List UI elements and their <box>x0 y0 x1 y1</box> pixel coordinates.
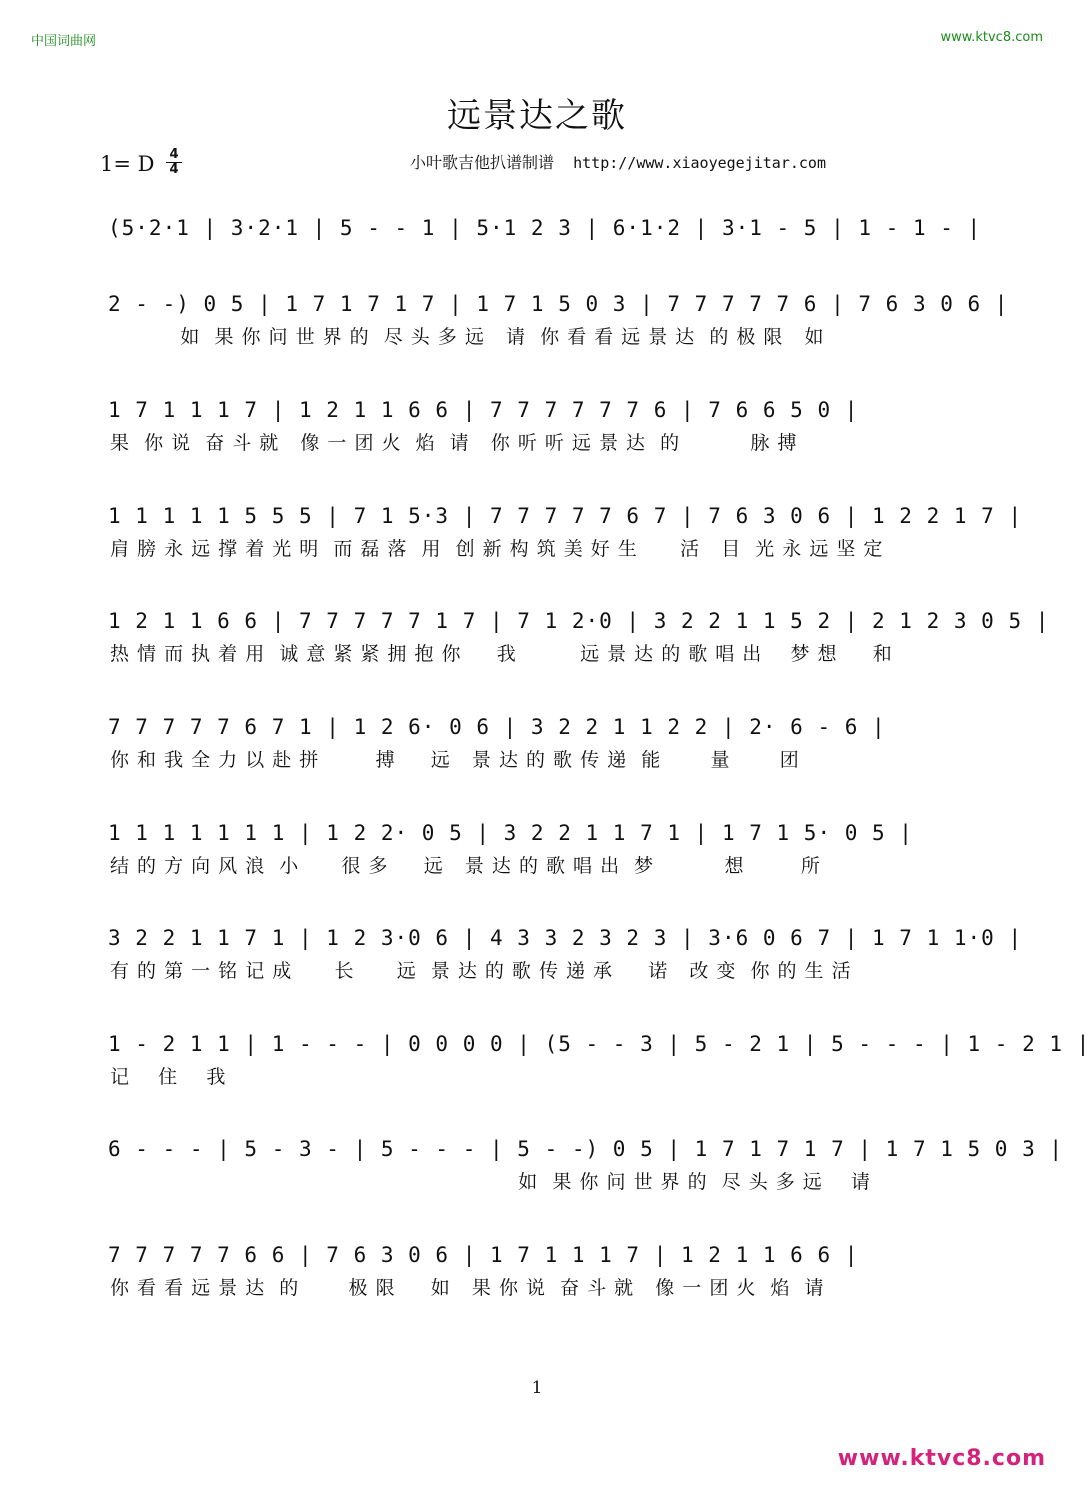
credit-url[interactable]: http://www.xiaoyegejitar.com <box>573 154 826 172</box>
notation-line: 7 7 7 7 7 6 7 1 | 1 2 6· 0 6 | 3 2 2 1 1 2 2 | 2· 6 - 6 | <box>108 715 886 739</box>
notation-line: 1 1 1 1 1 1 1 | 1 2 2· 0 5 | 3 2 2 1 1 7 1 | 1 7 1 5· 0 5 | <box>108 821 913 845</box>
page-number: 1 <box>531 1378 543 1398</box>
lyrics-line: 热 情 而 执 着 用 诚 意 紧 紧 拥 抱 你 我 远 景 达 的 歌 唱 出 梦 想 和 <box>110 643 893 665</box>
notation-line: 1 2 1 1 6 6 | 7 7 7 7 7 1 7 | 7 1 2·0 | 3 2 2 1 1 5 2 | 2 1 2 3 0 5 | <box>108 609 1050 633</box>
lyrics-line: 如 果 你 问 世 界 的 尽 头 多 远 请 <box>110 1171 871 1193</box>
notation-line: (5·2·1 | 3·2·1 | 5 - - 1 | 5·1 2 3 | 6·1·2 | 3·1 - 5 | 1 - 1 - | <box>108 216 982 240</box>
transcription-credit <box>410 150 826 173</box>
site-name-left[interactable]: 中国词曲网 <box>31 34 97 49</box>
notation-line: 7 7 7 7 7 6 6 | 7 6 3 0 6 | 1 7 1 1 1 7 | 1 2 1 1 6 6 | <box>108 1243 859 1267</box>
meter-denominator: 4 <box>169 162 179 177</box>
lyrics-line: 肩 膀 永 远 撑 着 光 明 而 磊 落 用 创 新 构 筑 美 好 生 活 目 光 永 远 坚 定 <box>110 538 884 560</box>
song-title: 远景达之歌 <box>447 96 627 136</box>
notation-line: 1 1 1 1 1 5 5 5 | 7 1 5·3 | 7 7 7 7 7 6 7 | 7 6 3 0 6 | 1 2 2 1 7 | <box>108 504 1023 528</box>
lyrics-line: 如 果 你 问 世 界 的 尽 头 多 远 请 你 看 看 远 景 达 的 极 限 如 <box>110 326 825 348</box>
notation-line: 3 2 2 1 1 7 1 | 1 2 3·0 6 | 4 3 3 2 3 2 3 | 3·6 0 6 7 | 1 7 1 1·0 | <box>108 926 1023 950</box>
key-signature: 1= D <box>100 152 155 176</box>
notation-line: 1 7 1 1 1 7 | 1 2 1 1 6 6 | 7 7 7 7 7 7 6 | 7 6 6 5 0 | <box>108 398 859 422</box>
lyrics-line: 有 的 第 一 铭 记 成 长 远 景 达 的 歌 传 递 承 诺 改 变 你 的 生 活 <box>110 960 852 982</box>
footer-logo[interactable]: www.ktvc8.com <box>837 1446 1046 1471</box>
site-url-right[interactable]: www.ktvc8.com <box>940 30 1043 45</box>
notation-line: 6 - - - | 5 - 3 - | 5 - - - | 5 - -) 0 5 | 1 7 1 7 1 7 | 1 7 1 5 0 3 | <box>108 1137 1064 1161</box>
lyrics-line: 你 和 我 全 力 以 赴 拼 搏 远 景 达 的 歌 传 递 能 量 团 <box>110 749 800 771</box>
notation-line: 2 - -) 0 5 | 1 7 1 7 1 7 | 1 7 1 5 0 3 | 7 7 7 7 7 6 | 7 6 3 0 6 | <box>108 292 1009 316</box>
time-signature <box>166 148 182 177</box>
lyrics-line: 记 住 我 <box>110 1066 227 1088</box>
side-watermark-left <box>0 0 20 1498</box>
lyrics-line: 你 看 看 远 景 达 的 极 限 如 果 你 说 奋 斗 就 像 一 团 火 焰 请 <box>110 1277 825 1299</box>
notation-line: 1 - 2 1 1 | 1 - - - | 0 0 0 0 | (5 - - 3 | 5 - 2 1 | 5 - - - | 1 - 2 1 | <box>108 1032 1090 1056</box>
side-watermark-right <box>1054 0 1074 1498</box>
lyrics-line <box>110 246 978 276</box>
lyrics-line: 果 你 说 奋 斗 就 像 一 团 火 焰 请 你 听 听 远 景 达 的 脉 搏 <box>110 432 798 454</box>
credit-text: 小叶歌吉他扒谱制谱 <box>410 153 555 172</box>
meter-numerator: 4 <box>166 148 182 163</box>
lyrics-line: 结 的 方 向 风 浪 小 很 多 远 景 达 的 歌 唱 出 梦 想 所 <box>110 855 821 877</box>
